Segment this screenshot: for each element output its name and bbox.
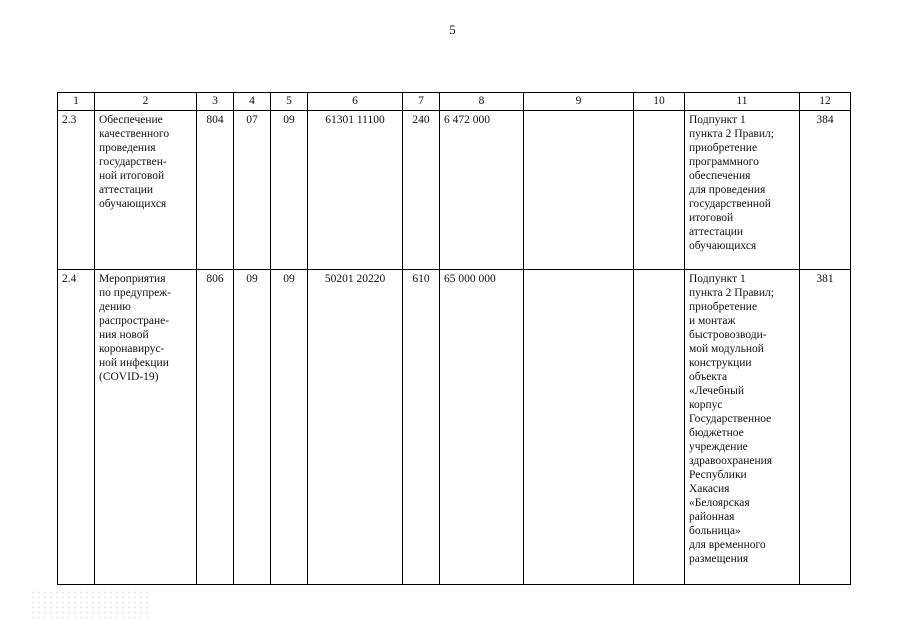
code-cell: 806 xyxy=(197,270,234,585)
column-header: 4 xyxy=(234,93,271,111)
target-code-cell: 50201 20220 xyxy=(308,270,403,585)
code-cell: 09 xyxy=(234,270,271,585)
column-header: 10 xyxy=(634,93,685,111)
code-cell: 09 xyxy=(271,270,308,585)
empty-cell xyxy=(634,270,685,585)
column-header: 12 xyxy=(800,93,851,111)
code-cell: 07 xyxy=(234,111,271,270)
column-header: 1 xyxy=(58,93,95,111)
budget-table xyxy=(57,92,851,585)
column-header: 11 xyxy=(685,93,800,111)
amount-cell: 6 472 000 xyxy=(440,111,524,270)
column-header: 3 xyxy=(197,93,234,111)
column-header: 6 xyxy=(308,93,403,111)
header-row xyxy=(58,93,851,111)
table-row xyxy=(58,270,851,585)
page-number: 5 xyxy=(449,22,456,37)
row-number-cell: 2.3 xyxy=(58,111,95,270)
code-cell: 804 xyxy=(197,111,234,270)
basis-cell: Подпункт 1 пункта 2 Правил; приобретение программного обеспечения для проведения государственной итоговой аттестации обучающихся xyxy=(685,111,800,270)
scan-noise xyxy=(30,590,150,620)
activity-name-cell: Обеспечение качественного проведения государствен- ной итоговой аттестации обучающихся xyxy=(95,111,197,270)
activity-name-cell: Мероприятия по предупреж- дению распростране- ния новой коронавирус- ной инфекции (COVID-19) xyxy=(95,270,197,585)
table-row xyxy=(58,111,851,270)
column-header: 9 xyxy=(524,93,634,111)
code-cell: 240 xyxy=(403,111,440,270)
column-header: 5 xyxy=(271,93,308,111)
column-header: 7 xyxy=(403,93,440,111)
column-header: 2 xyxy=(95,93,197,111)
empty-cell xyxy=(524,111,634,270)
empty-cell xyxy=(524,270,634,585)
number-cell: 381 xyxy=(800,270,851,585)
target-code-cell: 61301 11100 xyxy=(308,111,403,270)
code-cell: 610 xyxy=(403,270,440,585)
empty-cell xyxy=(634,111,685,270)
number-cell: 384 xyxy=(800,111,851,270)
amount-cell: 65 000 000 xyxy=(440,270,524,585)
row-number-cell: 2.4 xyxy=(58,270,95,585)
basis-cell: Подпункт 1 пункта 2 Правил; приобретение и монтаж быстровозводи- мой модульной конструкции объекта «Лечебный корпус Государственное бюджетное учреждение здравоохранения Республики Хакасия «Белоярская районная больница» для временного размещения xyxy=(685,270,800,585)
code-cell: 09 xyxy=(271,111,308,270)
column-header: 8 xyxy=(440,93,524,111)
